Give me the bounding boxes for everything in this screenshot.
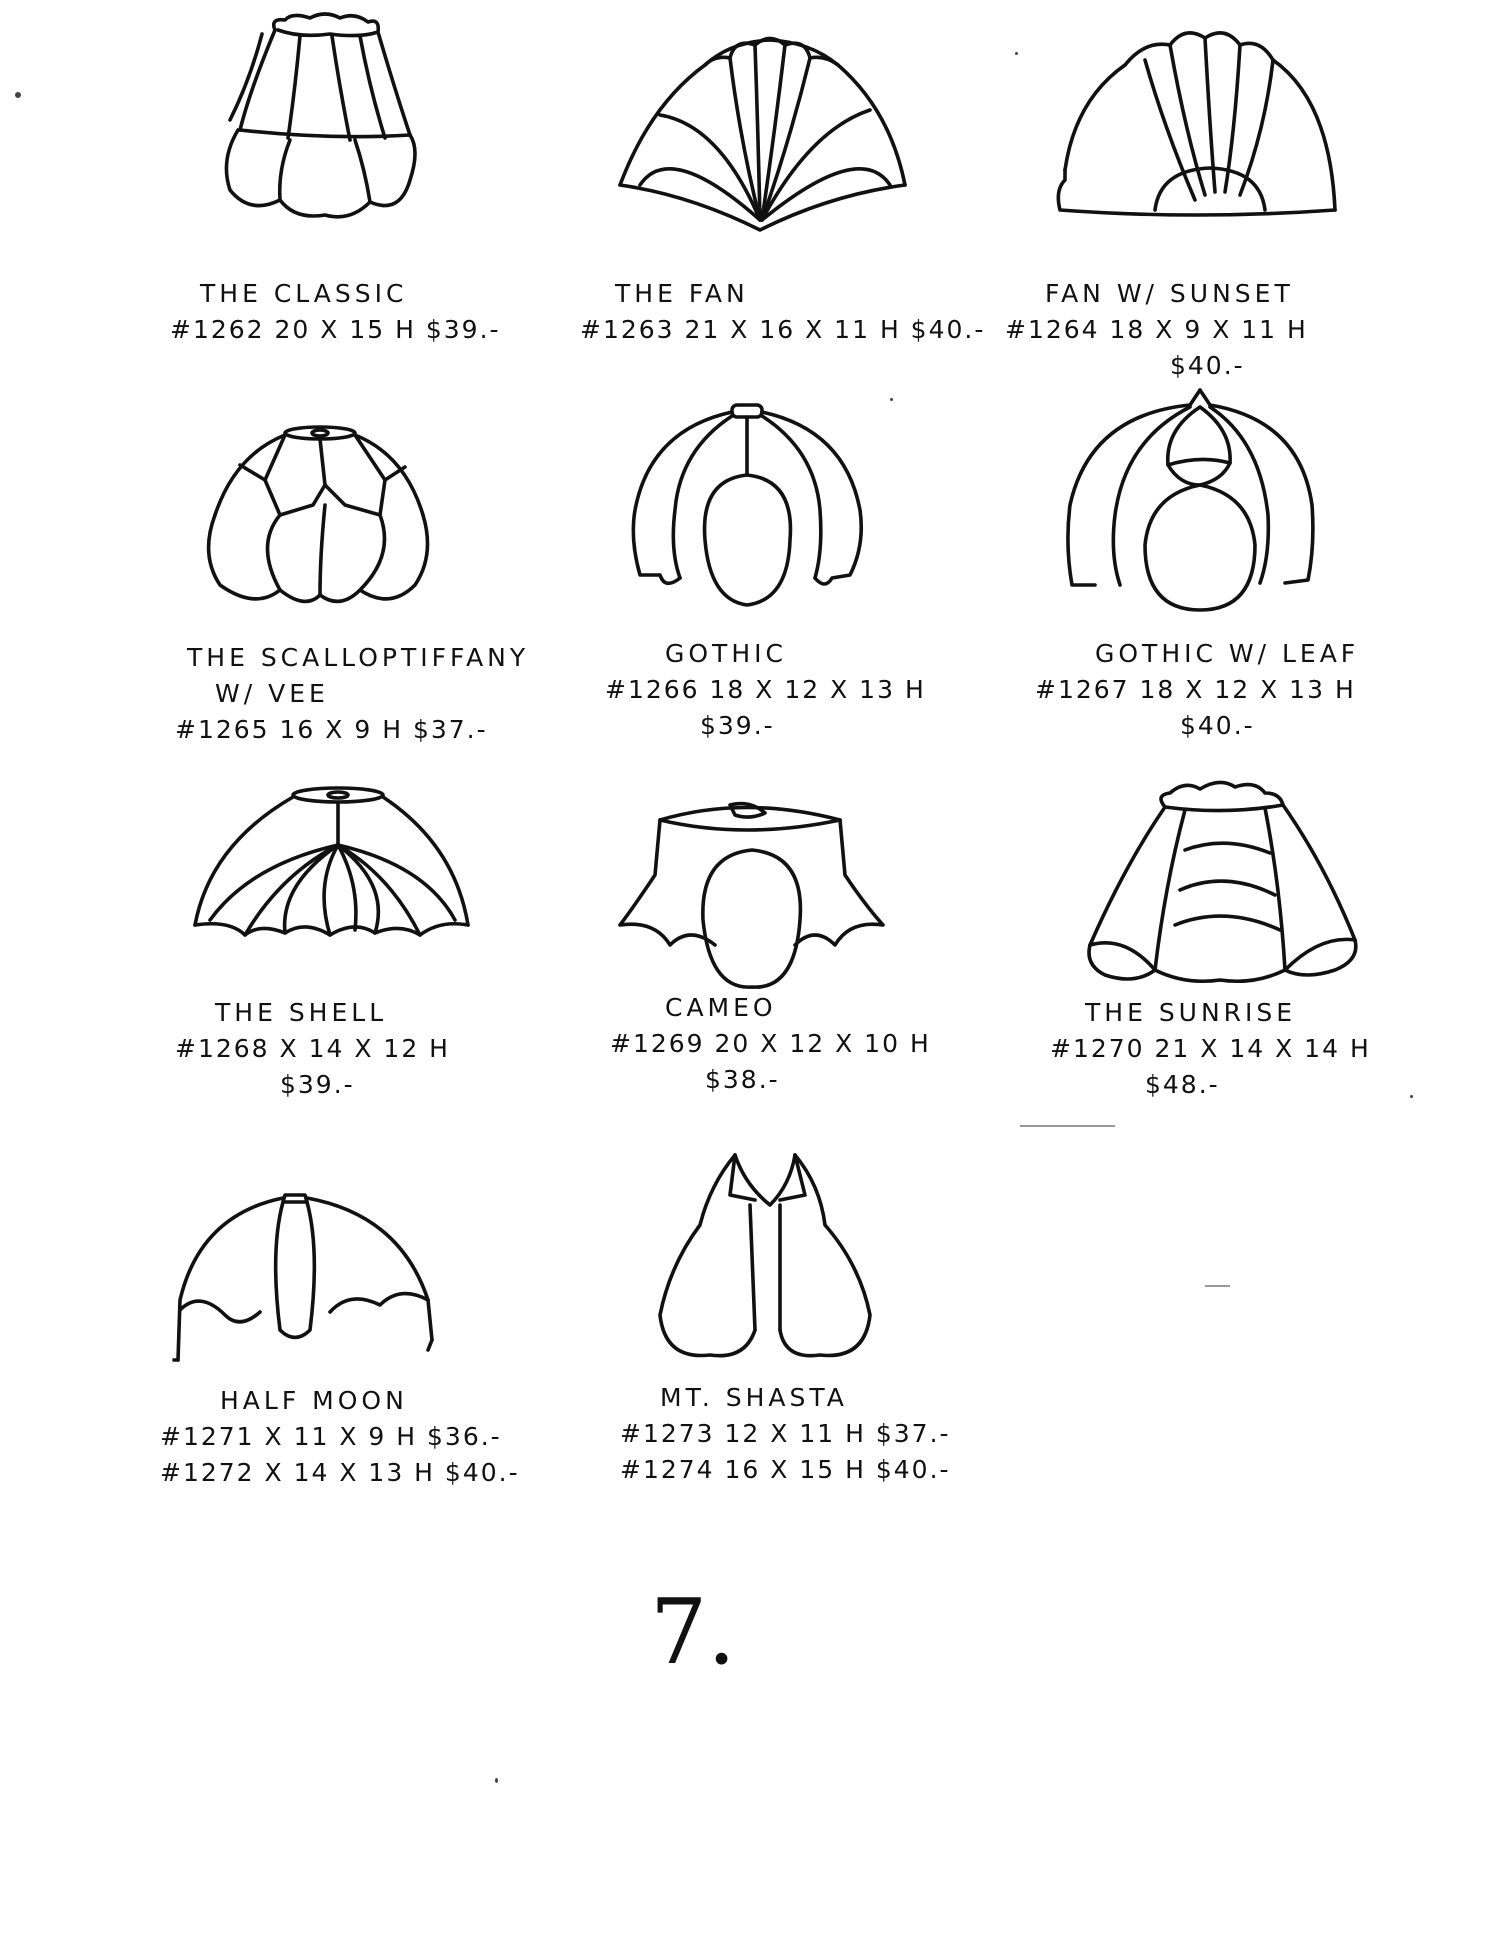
shell-price: $39.- bbox=[280, 1070, 355, 1099]
scalloptiffany-name-line2: W/ VEE bbox=[215, 679, 329, 708]
scan-line bbox=[1020, 1125, 1115, 1127]
classic-caption bbox=[170, 276, 501, 348]
classic-name: THE CLASSIC bbox=[200, 279, 408, 308]
mt-shasta-shade-drawing bbox=[640, 1145, 895, 1370]
fan-with-sunset-specs: #1264 18 X 9 X 11 H bbox=[1005, 315, 1308, 344]
cameo-caption bbox=[610, 990, 931, 1098]
mt-shasta-name: MT. SHASTA bbox=[660, 1383, 848, 1412]
half-moon-name: HALF MOON bbox=[220, 1386, 408, 1415]
half-moon-caption bbox=[160, 1383, 520, 1491]
fan-caption bbox=[580, 276, 985, 348]
fan-with-sunset-caption bbox=[1005, 276, 1308, 384]
scan-line bbox=[1205, 1285, 1230, 1287]
half-moon-specs-1272: #1272 X 14 X 13 H $40.- bbox=[160, 1458, 520, 1487]
scan-speck bbox=[15, 92, 21, 98]
sunrise-shade-drawing bbox=[1085, 775, 1360, 995]
scan-speck bbox=[1410, 1095, 1413, 1098]
gothic-shade-drawing bbox=[620, 400, 875, 615]
mt-shasta-caption bbox=[620, 1380, 951, 1488]
gothic-name: GOTHIC bbox=[665, 639, 787, 668]
scalloptiffany-name: THE SCALLOPTIFFANY bbox=[187, 643, 530, 672]
gothic-specs: #1266 18 X 12 X 13 H bbox=[605, 675, 926, 704]
fan-specs: #1263 21 X 16 X 11 H $40.- bbox=[580, 315, 986, 344]
mt-shasta-specs-1274: #1274 16 X 15 H $40.- bbox=[620, 1455, 951, 1484]
gothic-with-leaf-caption bbox=[1035, 636, 1359, 744]
cameo-name: CAMEO bbox=[665, 993, 777, 1022]
classic-shade-drawing bbox=[200, 10, 450, 225]
cameo-shade-drawing bbox=[615, 795, 890, 990]
scan-speck bbox=[1015, 52, 1018, 55]
gothic-with-leaf-specs: #1267 18 X 12 X 13 H bbox=[1035, 675, 1356, 704]
scalloptiffany-shade-drawing bbox=[195, 425, 445, 610]
scalloptiffany-specs: #1265 16 X 9 H $37.- bbox=[175, 715, 488, 744]
gothic-price: $39.- bbox=[700, 711, 775, 740]
sunrise-name: THE SUNRISE bbox=[1085, 998, 1297, 1027]
fan-with-sunset-name: FAN W/ SUNSET bbox=[1045, 279, 1294, 308]
fan-name: THE FAN bbox=[615, 279, 749, 308]
fan-shade-drawing bbox=[610, 30, 910, 235]
gothic-with-leaf-name: GOTHIC W/ LEAF bbox=[1095, 639, 1360, 668]
mt-shasta-specs-1273: #1273 12 X 11 H $37.- bbox=[620, 1419, 951, 1448]
fan-with-sunset-price: $40.- bbox=[1170, 351, 1245, 380]
shell-name: THE SHELL bbox=[215, 998, 388, 1027]
shell-shade-drawing bbox=[190, 785, 475, 940]
sunrise-price: $48.- bbox=[1145, 1070, 1220, 1099]
scan-speck bbox=[890, 398, 893, 401]
scan-speck bbox=[495, 1778, 498, 1783]
sunrise-caption bbox=[1050, 995, 1371, 1103]
gothic-caption bbox=[605, 636, 926, 744]
cameo-specs: #1269 20 X 12 X 10 H bbox=[610, 1029, 931, 1058]
classic-specs: #1262 20 X 15 H $39.- bbox=[170, 315, 501, 344]
cameo-price: $38.- bbox=[705, 1065, 780, 1094]
shell-specs: #1268 X 14 X 12 H bbox=[175, 1034, 450, 1063]
gothic-with-leaf-price: $40.- bbox=[1180, 711, 1255, 740]
fan-with-sunset-shade-drawing bbox=[1045, 20, 1345, 235]
half-moon-specs-1271: #1271 X 11 X 9 H $36.- bbox=[160, 1422, 502, 1451]
half-moon-shade-drawing bbox=[170, 1190, 440, 1365]
page-number: 7. bbox=[650, 1580, 736, 1685]
sunrise-specs: #1270 21 X 14 X 14 H bbox=[1050, 1034, 1371, 1063]
shell-caption bbox=[175, 995, 450, 1103]
gothic-with-leaf-shade-drawing bbox=[1050, 385, 1320, 615]
scalloptiffany-caption bbox=[175, 640, 529, 748]
